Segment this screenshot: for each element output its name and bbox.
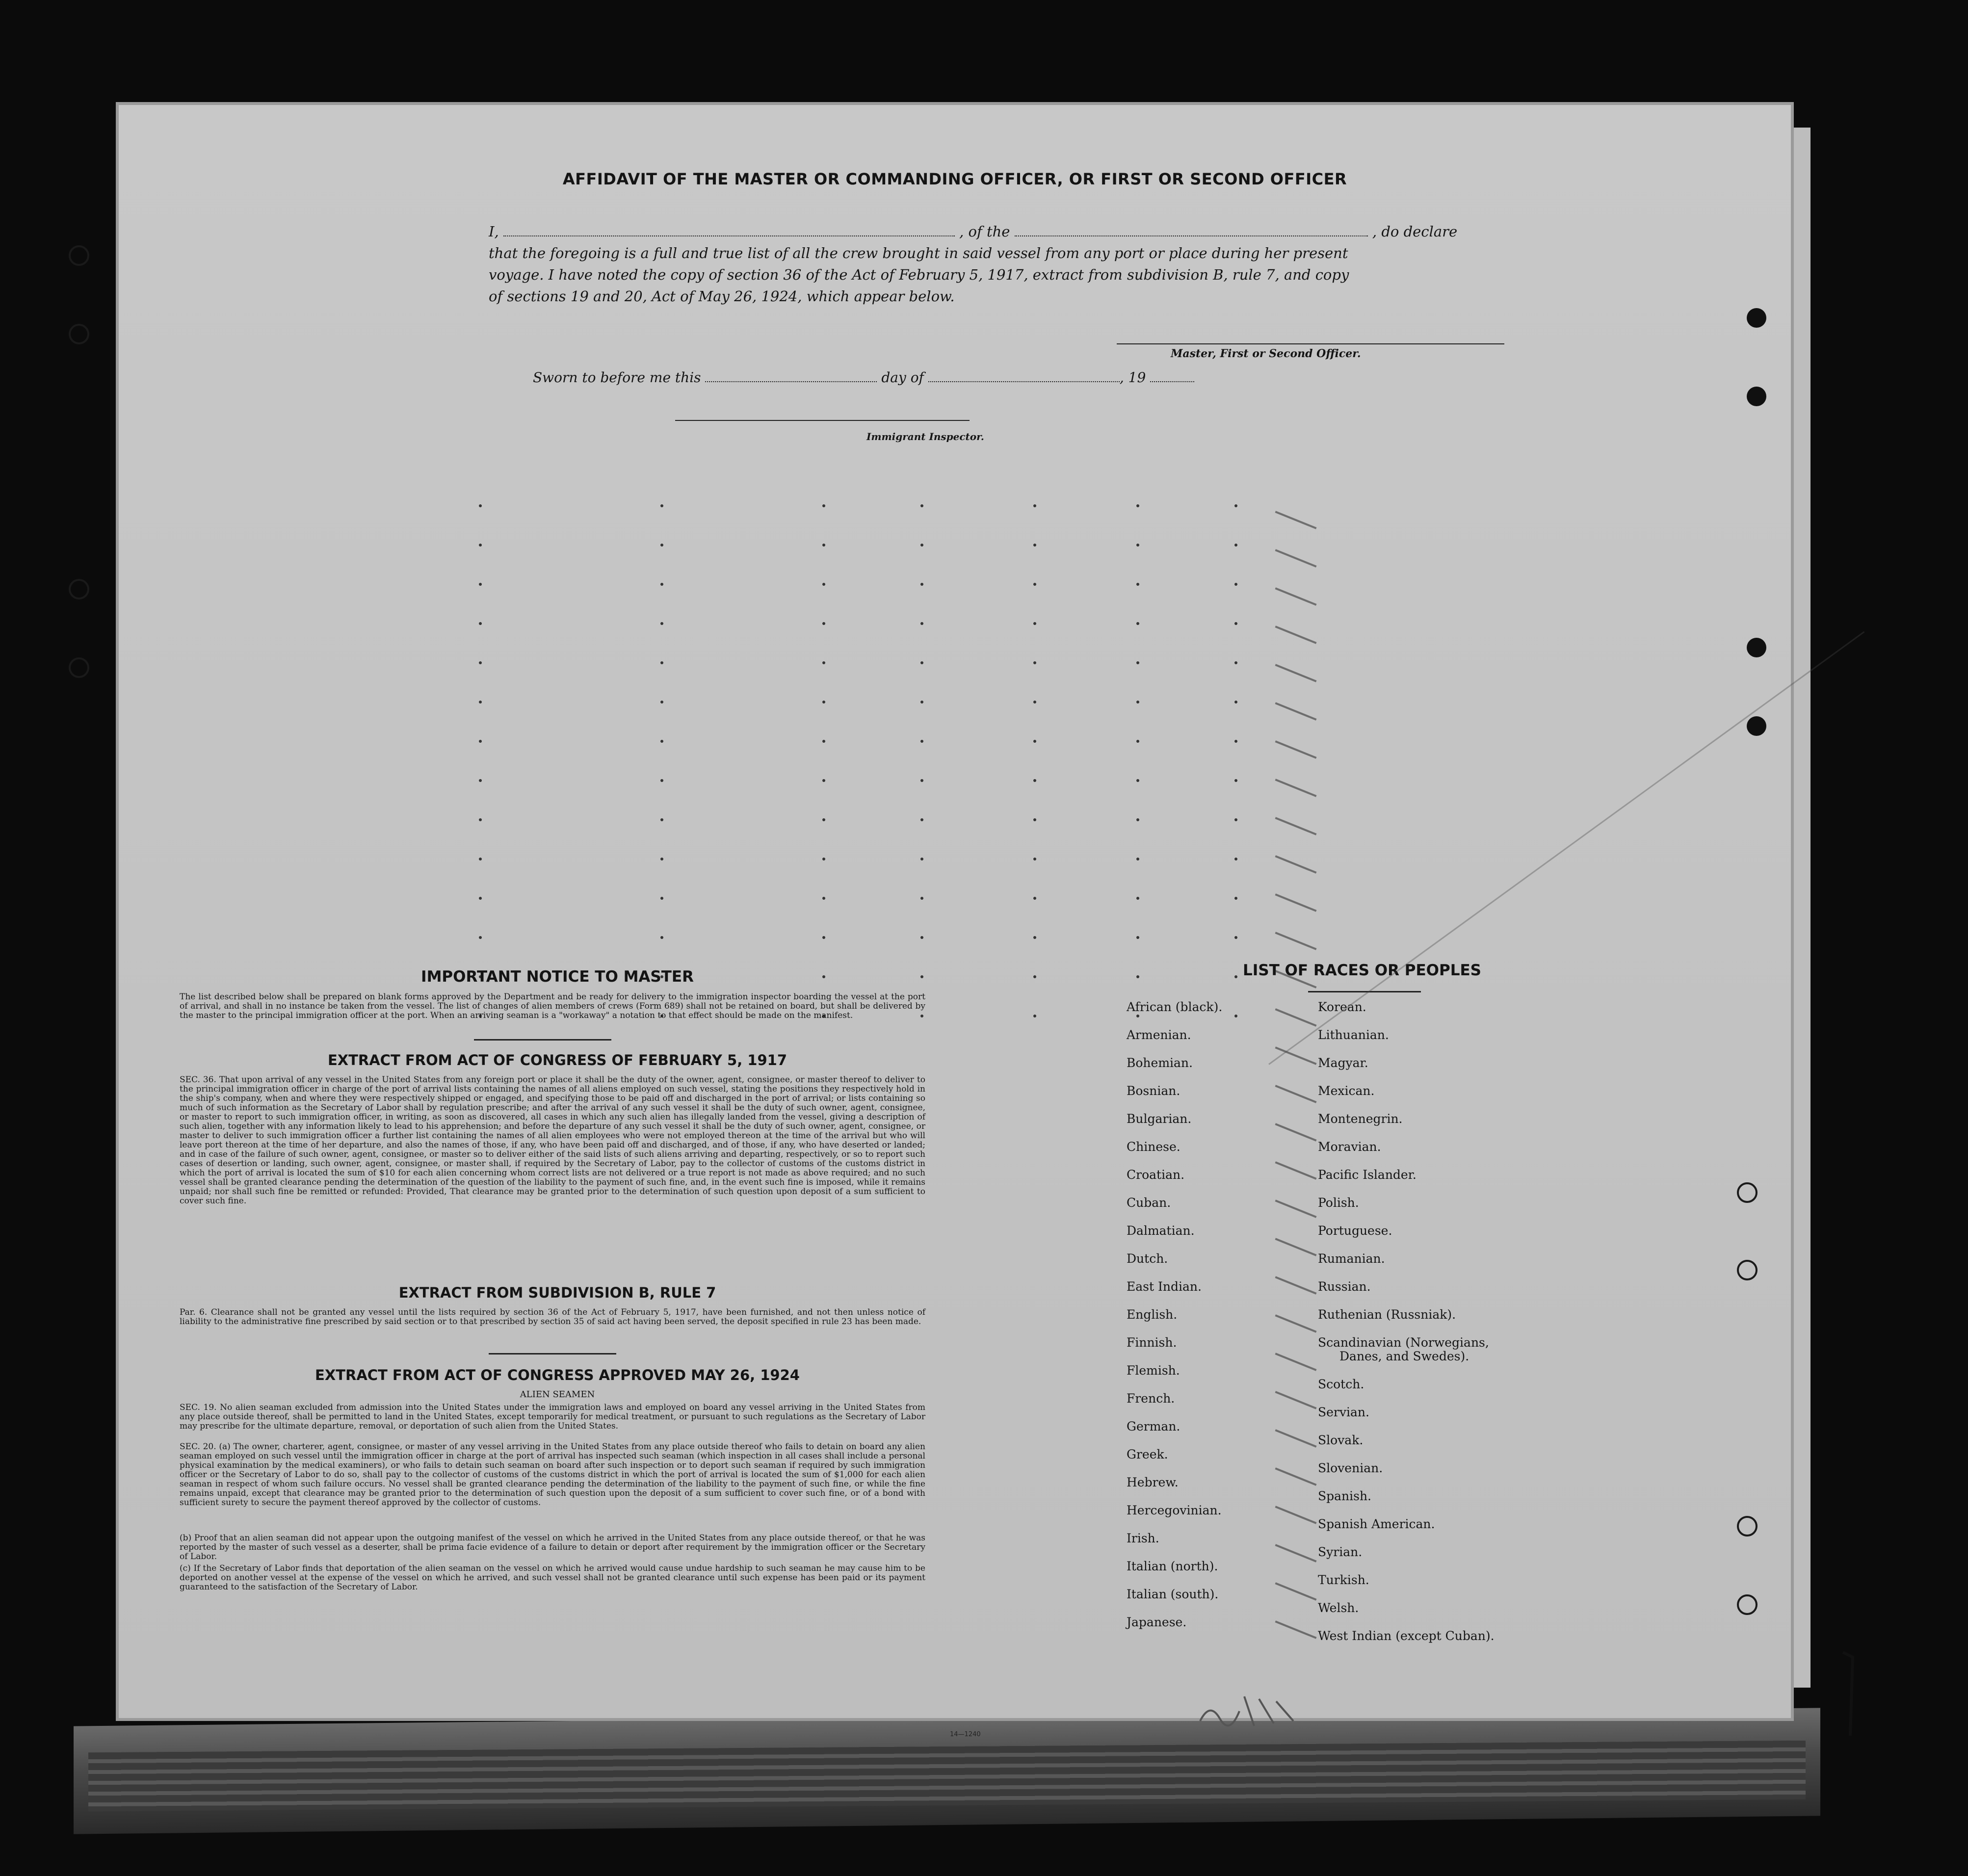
leader-dot (479, 779, 482, 782)
race-item: Magyar. (1318, 1056, 1368, 1070)
leader-dot (660, 504, 663, 507)
leader-dot (479, 701, 482, 704)
alien-seamen-subtitle: ALIEN SEAMEN (520, 1389, 595, 1400)
leader-dot (479, 504, 482, 507)
pencil-tick (1275, 1008, 1317, 1026)
race-item: Scotch. (1318, 1377, 1364, 1391)
pencil-tick (1275, 549, 1317, 567)
pencil-tick (1275, 893, 1317, 912)
leader-dot (1136, 858, 1139, 860)
race-item: Irish. (1127, 1531, 1159, 1545)
pencil-diagonal-stroke (1268, 631, 1864, 1065)
punch-hole (1747, 308, 1766, 328)
leader-dot (1234, 936, 1237, 939)
leader-dot (920, 504, 923, 507)
leader-dot (822, 504, 825, 507)
leader-dot (479, 622, 482, 625)
race-item: Hebrew. (1127, 1475, 1179, 1489)
leader-dot (660, 661, 663, 664)
leader-dot (479, 936, 482, 939)
leader-dot (1033, 936, 1036, 939)
leader-dot (479, 740, 482, 743)
leader-dot (1234, 504, 1237, 507)
pencil-tick (1275, 817, 1317, 835)
document-page (116, 102, 1794, 1738)
leader-dot (1033, 544, 1036, 547)
affidavit-line-1: I, , of the , do declare (489, 223, 1458, 240)
leader-dot (479, 818, 482, 821)
leader-dot (660, 544, 663, 547)
affidavit-text (489, 221, 1558, 307)
leader-dot (1136, 779, 1139, 782)
leader-dot (660, 701, 663, 704)
leader-dot (1234, 858, 1237, 860)
leader-dot (1136, 936, 1139, 939)
scan-page-stack (88, 1741, 1806, 1811)
pencil-scribble (1195, 1692, 1303, 1731)
race-item: Spanish. (1318, 1489, 1372, 1503)
leader-dot (1033, 779, 1036, 782)
leader-dot (1234, 740, 1237, 743)
leader-dot (1136, 897, 1139, 900)
pencil-tick (1275, 511, 1317, 529)
leader-dot (1033, 622, 1036, 625)
pencil-tick (1275, 587, 1317, 605)
race-item: Armenian. (1127, 1028, 1191, 1042)
leader-dot (920, 936, 923, 939)
leader-dot (1136, 622, 1139, 625)
leader-dot (1033, 858, 1036, 860)
leader-dot (822, 779, 825, 782)
extract-1924-sec19: SEC. 19. No alien seaman excluded from admission into the United States under the immigration laws and employed on board any vessel arriving in the United States from any place outside thereof, shall be permitted to land in the United States, except temporarily for medical treatment, or pursuant to such regulations as the Secretary of Labor may prescribe for the ultimate departure, removal, or deportation of such alien from the United States. (180, 1403, 925, 1431)
leader-dot (1033, 897, 1036, 900)
race-item: West Indian (except Cuban). (1318, 1629, 1495, 1643)
master-signature-line[interactable] (1117, 343, 1504, 344)
leader-dot (479, 661, 482, 664)
race-item: Slovak. (1318, 1433, 1364, 1447)
leader-dot (1136, 583, 1139, 586)
races-rule (1308, 991, 1421, 992)
sworn-day-blank[interactable] (705, 381, 877, 382)
leader-dot (920, 975, 923, 978)
race-item: French. (1127, 1391, 1175, 1406)
leader-dot (1136, 1015, 1139, 1017)
inspector-signature-line[interactable] (675, 420, 970, 421)
leader-dot (822, 583, 825, 586)
leader-dot (1234, 701, 1237, 704)
leader-dot (660, 858, 663, 860)
affidavit-line-2: that the foregoing is a full and true list of all the crew brought in said vessel from any port or place during her present (489, 245, 1348, 261)
leader-dot (1033, 1015, 1036, 1017)
leader-dot (479, 544, 482, 547)
extract-rule7-title: EXTRACT FROM SUBDIVISION B, RULE 7 (398, 1284, 716, 1301)
leader-dot (1136, 661, 1139, 664)
leader-dot (1234, 622, 1237, 625)
pencil-tick (1275, 1161, 1317, 1179)
leader-dot (1033, 740, 1036, 743)
affidavit-title: AFFIDAVIT OF THE MASTER OR COMMANDING OFFICER, OR FIRST OR SECOND OFFICER (562, 170, 1347, 188)
leader-dot (479, 858, 482, 860)
race-item: Bulgarian. (1127, 1112, 1192, 1126)
pencil-tick (1275, 740, 1317, 758)
extract-rule7-text: Par. 6. Clearance shall not be granted any vessel until the lists required by section 36 of the Act of February 5, 1917, have been furnished, and not then unless notice of liability to the administrative fine prescribed by said section or to that prescribed by section 35 of said act having been served, the deposit specified in rule 23 has been made. (180, 1307, 925, 1327)
pencil-tick (1275, 1314, 1317, 1332)
race-item: Italian (south). (1127, 1587, 1219, 1601)
punch-hole (69, 324, 89, 344)
leader-dot (1234, 779, 1237, 782)
race-item: Bohemian. (1127, 1056, 1193, 1070)
leader-dot (660, 583, 663, 586)
leader-dot (1136, 504, 1139, 507)
extract-1917-text: SEC. 36. That upon arrival of any vessel in the United States from any foreign port or place it shall be the duty of the owner, agent, consignee, or master thereof to deliver to the principal immigration officer in charge of the port of arrival lists containing the names of all aliens employed on such vessel, stating the positions they respectively hold in the ship's company, when and where they were respectively shipped or engaged, and specifying those to be paid off and discharged in the port of arrival; or lists containing so much of such information as the Secretary of Labor shall by regulation prescribe; and after the arrival of any such vessel it shall be the duty of such owner, agent, consignee, or master to report to such immigration officer, in writing, as soon as discovered, all cases in which any such alien has illegally landed from the vessel, giving a description of such alien, together with any information likely to lead to his apprehension; and before the departure of any such vessel it shall be the duty of such owner, agent, consignee, or master to deliver to such immigration officer a further list containing the names of all alien employees who were not employed thereon at the time of the arrival but who will leave port thereon at the time of her departure, and also the names of those, if any, who have been paid off and discharged, and of those, if any, who have deserted or landed; and in case of the failure of such owner, agent, consignee, or master so to deliver either of the said lists of such aliens arriving and departing, respectively, or so to report such cases of desertion or landing, such owner, agent, consignee, or master shall, if required by the Secretary of Labor, pay to the collector of customs of the customs district in which the port of arrival is located the sum of $10 for each alien concerning whom correct lists are not delivered or a true report is not made as above required; and no such vessel shall be granted clearance pending the determination of the question of the liability to the payment of such fine, and, in the event such fine is imposed, while it remains unpaid; nor shall such fine be remitted or refunded: Provided, That clearance may be granted prior to the determination of such question upon deposit of a sum sufficient to cover such fine. (180, 1075, 925, 1206)
leader-dot (660, 897, 663, 900)
notice-title: IMPORTANT NOTICE TO MASTER (421, 968, 694, 986)
race-item: Bosnian. (1127, 1084, 1181, 1098)
race-item: Servian. (1318, 1405, 1369, 1419)
race-item: Cuban. (1127, 1196, 1171, 1210)
extract-1924-title: EXTRACT FROM ACT OF CONGRESS APPROVED MAY 26, 1924 (315, 1367, 800, 1383)
race-item: East Indian. (1127, 1279, 1202, 1294)
race-item: Danes, and Swedes). (1339, 1349, 1469, 1363)
leader-dot (1136, 740, 1139, 743)
pencil-tick (1275, 1467, 1317, 1485)
leader-dot (920, 779, 923, 782)
leader-dot (1033, 701, 1036, 704)
leader-dot (920, 544, 923, 547)
race-item: Greek. (1127, 1447, 1168, 1461)
notice-rule (474, 1039, 611, 1041)
punch-hole (69, 579, 89, 599)
leader-dot (822, 818, 825, 821)
leader-dot (660, 622, 663, 625)
punch-hole (69, 245, 89, 266)
leader-dot (920, 740, 923, 743)
sworn-year-blank[interactable] (1150, 381, 1194, 382)
leader-dot (1033, 661, 1036, 664)
pencil-tick (1275, 1238, 1317, 1256)
leader-dot (920, 818, 923, 821)
leader-dot (822, 661, 825, 664)
leader-dot (822, 897, 825, 900)
leader-dot (920, 701, 923, 704)
punch-hole (1747, 638, 1766, 657)
race-item: English. (1127, 1307, 1178, 1322)
pencil-tick (1275, 1582, 1317, 1600)
rule7-rule (489, 1353, 616, 1355)
leader-dot (1234, 661, 1237, 664)
punch-hole (1737, 1182, 1758, 1203)
race-item: Chinese. (1127, 1140, 1181, 1154)
leader-dot (479, 897, 482, 900)
extract-1924-sec20a: SEC. 20. (a) The owner, charterer, agent, consignee, or master of any vessel arriving in the United States from any place outside thereof who fails to detain on board any alien seaman employed on such vessel until the immigration officer in charge at the port of arrival has inspected such seaman (which inspection in all cases shall include a personal physical examination by the medical examiners), or who fails to detain such seaman on board after such inspection or to deport such seaman if required by such immigration officer or the Secretary of Labor to do so, shall pay to the collector of customs of the customs district in which the port of arrival is located the sum of $1,000 for each alien seaman in respect of whom such failure occurs. No vessel shall be granted clearance pending the determination of the liability to the payment of such fine, or while the fine remains unpaid, except that clearance may be granted prior to the determination of such question upon the deposit of a sum sufficient to cover such fine, or of a bond with sufficient surety to secure the payment thereof approved by the collector of customs. (180, 1442, 925, 1508)
sworn-line: Sworn to before me this day of , 19 (533, 369, 1194, 386)
leader-dot (920, 897, 923, 900)
pencil-tick (1275, 1391, 1317, 1409)
sworn-month-blank[interactable] (928, 381, 1120, 382)
pencil-tick (1275, 664, 1317, 682)
race-item: Spanish American. (1318, 1517, 1435, 1531)
race-item: African (black). (1127, 1000, 1223, 1014)
inspector-label: Immigrant Inspector. (866, 431, 984, 443)
leader-dot (920, 858, 923, 860)
leader-dot (660, 818, 663, 821)
pencil-tick (1275, 932, 1317, 950)
race-item: Slovenian. (1318, 1461, 1383, 1475)
race-item: Finnish. (1127, 1335, 1177, 1350)
pencil-tick (1275, 1429, 1317, 1447)
pencil-tick (1275, 1199, 1317, 1218)
pencil-tick (1275, 702, 1317, 720)
leader-dot (1033, 504, 1036, 507)
punch-hole (69, 657, 89, 678)
race-item: Portuguese. (1318, 1224, 1392, 1238)
affidavit-line-4: of sections 19 and 20, Act of May 26, 1924, which appear below. (489, 288, 955, 305)
leader-dot (1136, 701, 1139, 704)
race-item: Mexican. (1318, 1084, 1375, 1098)
race-item: Flemish. (1127, 1363, 1180, 1378)
extract-1917-title: EXTRACT FROM ACT OF CONGRESS OF FEBRUARY 5, 1917 (327, 1052, 787, 1068)
master-label: Master, First or Second Officer. (1171, 347, 1361, 360)
pencil-tick (1275, 1544, 1317, 1562)
pencil-tick (1275, 779, 1317, 797)
race-item: Scandinavian (Norwegians, (1318, 1335, 1489, 1350)
race-item: German. (1127, 1419, 1181, 1433)
leader-dot (822, 858, 825, 860)
leader-dot (479, 583, 482, 586)
races-title: LIST OF RACES OR PEOPLES (1242, 962, 1482, 979)
pencil-tick (1275, 1620, 1317, 1639)
race-item: Ruthenian (Russniak). (1318, 1307, 1456, 1322)
race-item: Italian (north). (1127, 1559, 1218, 1573)
race-item: Pacific Islander. (1318, 1168, 1417, 1182)
punch-hole (1737, 1594, 1758, 1615)
leader-dot (822, 701, 825, 704)
notice-text: The list described below shall be prepared on blank forms approved by the Department and be ready for delivery to the immigration inspector boarding the vessel at the port of arrival, and shall in no instance be taken from the vessel. The list of changes of alien members of crews (Form 689) shall not be retained on board, but shall be delivered by the master to the principal immigration officer at the port. When an arriving seaman is a "workaway" a notation to that effect should be made on the manifest. (180, 992, 925, 1020)
leader-dot (1033, 975, 1036, 978)
affidavit-line-3: voyage. I have noted the copy of section 36 of the Act of February 5, 1917, extract from subdivision B, rule 7, and copy (489, 266, 1349, 283)
leader-dot (920, 622, 923, 625)
race-item: Lithuanian. (1318, 1028, 1389, 1042)
leader-dot (920, 661, 923, 664)
pencil-tick (1275, 1353, 1317, 1371)
pencil-tick (1275, 625, 1317, 644)
race-item: Polish. (1318, 1196, 1359, 1210)
leader-dot (1234, 583, 1237, 586)
leader-dot (1033, 583, 1036, 586)
race-item: Dalmatian. (1127, 1224, 1195, 1238)
leader-dot (1033, 818, 1036, 821)
leader-dot (1136, 818, 1139, 821)
form-number: 14—1240 (950, 1731, 981, 1738)
leader-dot (822, 740, 825, 743)
race-item: Welsh. (1318, 1601, 1359, 1615)
leader-dot (660, 936, 663, 939)
race-item: Dutch. (1127, 1251, 1168, 1266)
leader-dot (1234, 818, 1237, 821)
leader-dot (822, 544, 825, 547)
punch-hole (1747, 387, 1766, 406)
leader-dot (660, 779, 663, 782)
pencil-tick (1275, 855, 1317, 873)
race-item: Syrian. (1318, 1545, 1363, 1559)
name-blank[interactable] (503, 235, 955, 236)
leader-dot (1234, 897, 1237, 900)
leader-dot (920, 583, 923, 586)
pencil-tick (1275, 1123, 1317, 1141)
leader-dot (660, 740, 663, 743)
race-item: Russian. (1318, 1279, 1371, 1294)
punch-hole (1737, 1260, 1758, 1280)
pencil-bracket-mark (1823, 1647, 1872, 1746)
leader-dot (1136, 544, 1139, 547)
punch-hole (1737, 1516, 1758, 1537)
leader-dot (822, 936, 825, 939)
extract-1924-sec20c: (c) If the Secretary of Labor finds that deportation of the alien seaman on the vessel on which he arrived would cause undue hardship to such seaman he may cause him to be deported on another vessel at the expense of the vessel on which he arrived, and such vessel shall not be granted clearance until such expense has been paid or its payment guaranteed to the satisfaction of the Secretary of Labor. (180, 1563, 925, 1592)
race-item: Montenegrin. (1318, 1112, 1403, 1126)
pencil-tick (1275, 1276, 1317, 1294)
pencil-tick (1275, 1085, 1317, 1103)
extract-1924-sec20b: (b) Proof that an alien seaman did not appear upon the outgoing manifest of the vessel on which he arrived in the United States from any place outside thereof, or that he was reported by the master of such vessel as a deserter, shall be prima facie evidence of a failure to detain or deport after requirement by the immigration officer or the Secretary of Labor. (180, 1533, 925, 1562)
race-item: Japanese. (1127, 1615, 1187, 1629)
leader-dot (1234, 544, 1237, 547)
vessel-blank[interactable] (1015, 235, 1368, 236)
race-item: Croatian. (1127, 1168, 1185, 1182)
pencil-tick (1275, 1506, 1317, 1524)
leader-dot (1234, 1015, 1237, 1017)
race-item: Turkish. (1318, 1573, 1369, 1587)
race-item: Moravian. (1318, 1140, 1381, 1154)
leader-dot (822, 622, 825, 625)
race-item: Rumanian. (1318, 1251, 1385, 1266)
race-item: Hercegovinian. (1127, 1503, 1222, 1517)
punch-hole (1747, 716, 1766, 736)
race-item: Korean. (1318, 1000, 1366, 1014)
